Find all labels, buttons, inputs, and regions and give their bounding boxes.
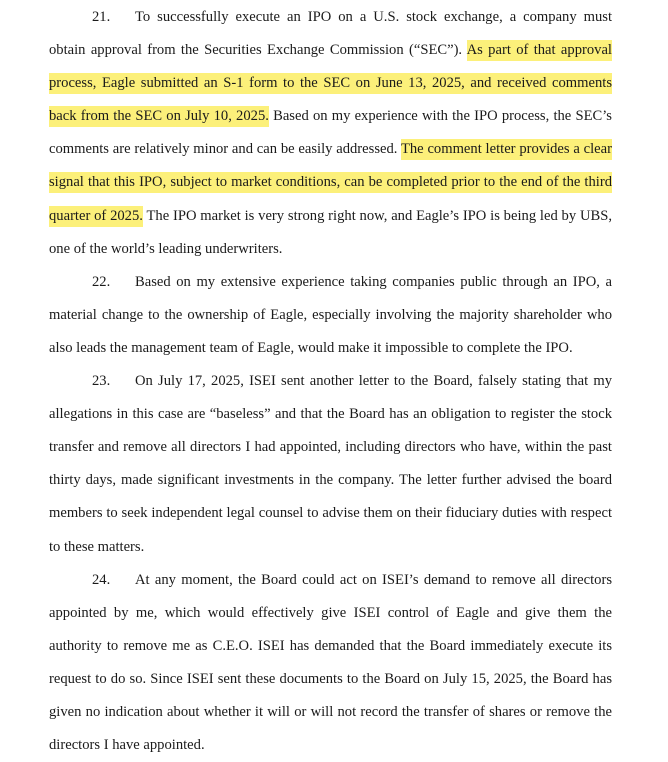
paragraph-number: 22. [92,273,111,290]
highlighted-text: The comment letter provides a clear signal that this IPO, subject to market conditions, can be completed prior to the end of the third quarter of 2025. [49,139,612,226]
document-body [49,1,612,762]
paragraph-number: 21. [92,9,111,25]
paragraph-text: The IPO market is very strong right now, and Eagle’s IPO is being led by UBS, one of the world’s leading underwriters. [49,207,612,257]
paragraph-number: 24. [92,571,111,588]
paragraph-21 [49,1,612,266]
highlighted-text: As part of that approval process, Eagle submitted an S-1 form to the SEC on June 13, 2025, and received comments back from the SEC on July 10, 2025. [49,40,612,127]
paragraph-text: Based on my extensive experience taking companies public through an IPO, a material change to the ownership of Eagle, especially involving the majority shareholder who also leads the management team of Eagle, would make it impossible to complete the IPO. [49,273,612,356]
paragraph-24 [49,564,612,762]
paragraph-text: Based on my experience with the IPO process, the SEC’s comments are relatively minor and can be easily addressed. [49,108,612,158]
paragraph-number: 23. [92,373,111,390]
paragraph-23 [49,365,612,564]
paragraph-text: At any moment, the Board could act on ISEI’s demand to remove all directors appointed by me, which would effectively give ISEI control of Eagle and give them the authority to remove me as C.E.O. ISEI has demanded that the Board immediately execute its request to do so. Since ISEI sent these documents to the Board on July 15, 2025, the Board has given no indication about whether it will or will not record the transfer of shares or remove the directors I have appointed. [49,571,612,754]
paragraph-22 [49,266,612,365]
paragraph-text: On July 17, 2025, ISEI sent another letter to the Board, falsely stating that my allegations in this case are “baseless” and that the Board has an obligation to register the stock transfer and remove all directors I had appointed, including directors who have, within the past thirty days, made significant investments in the company. The letter further advised the board members to seek independent legal counsel to advise them on their fiduciary duties with respect to these matters. [49,373,612,555]
paragraph-text: To successfully execute an IPO on a U.S. stock exchange, a company must obtain approval from the Securities Exchange Commission (“SEC”). [49,9,612,59]
